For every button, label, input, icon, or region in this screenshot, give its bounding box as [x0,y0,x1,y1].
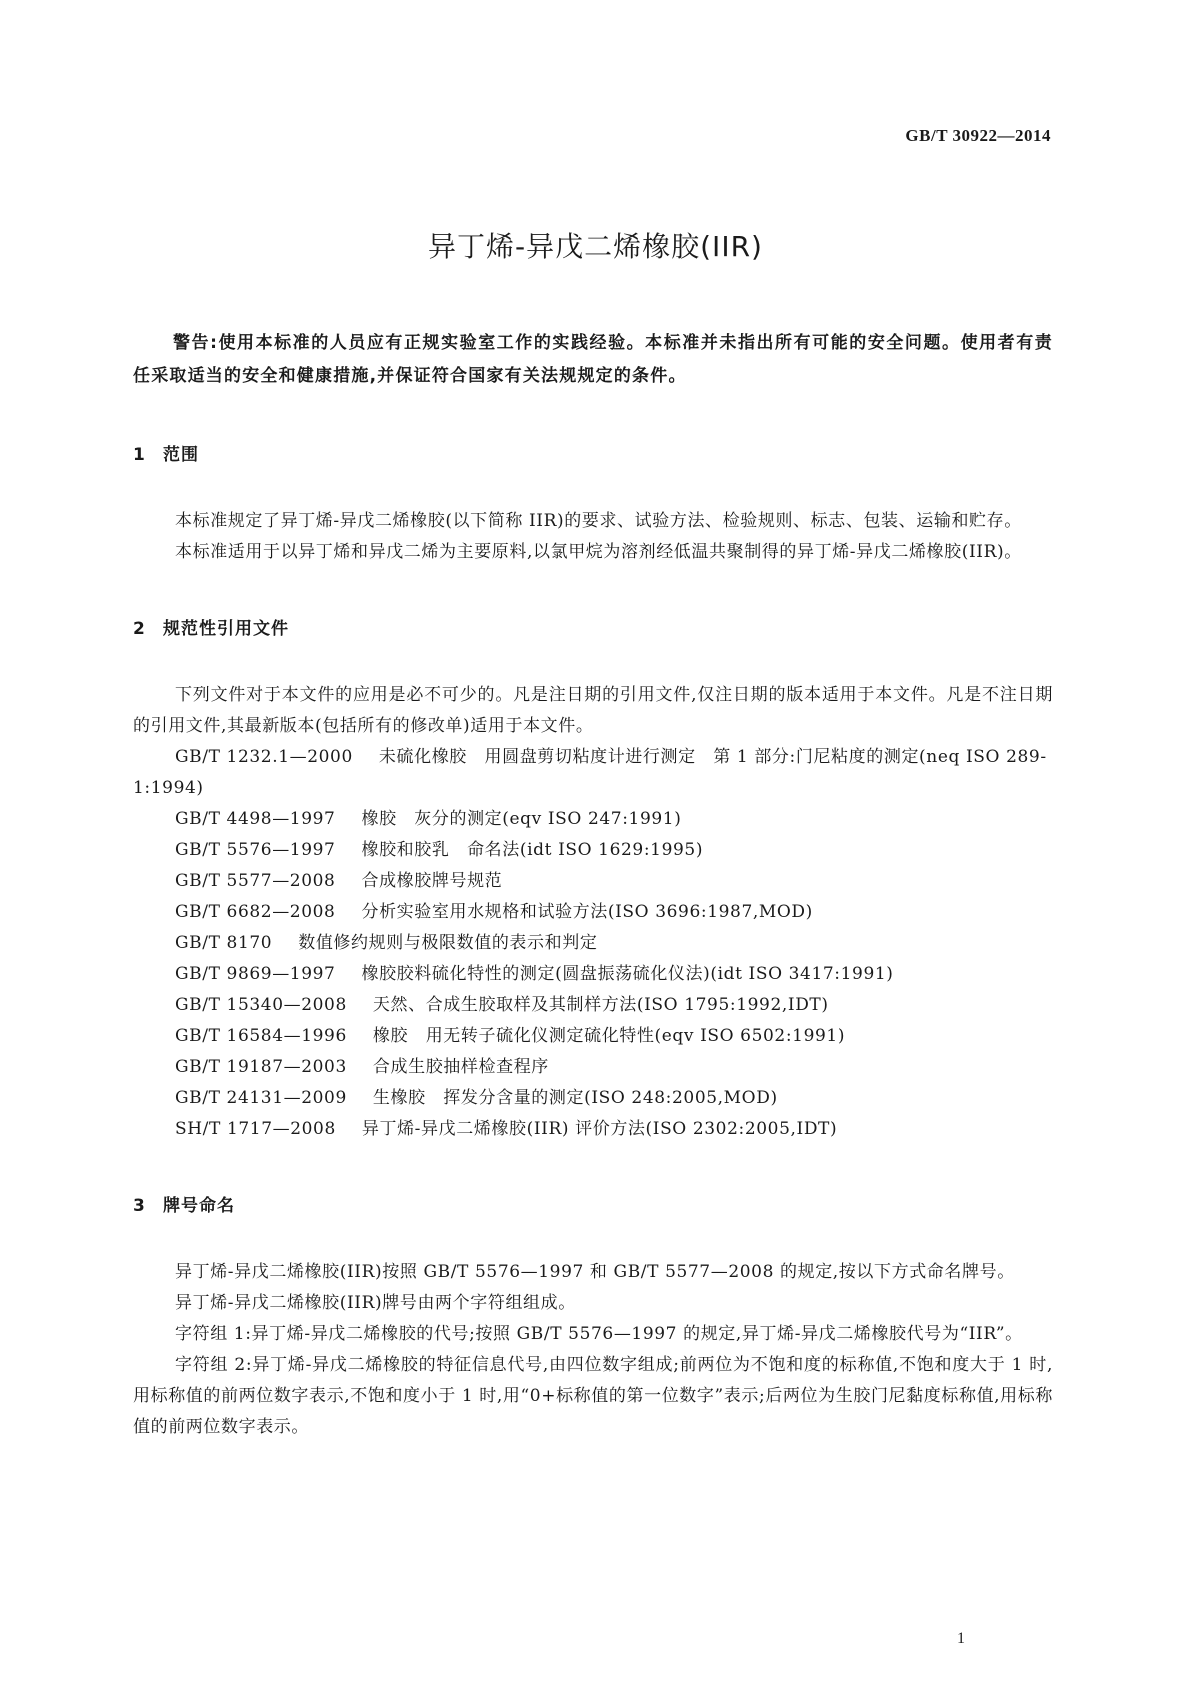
reference-item [133,1052,1053,1083]
paragraph: 本标准规定了异丁烯-异戊二烯橡胶(以下简称 IIR)的要求、试验方法、检验规则、标志、包装、运输和贮存。 [175,511,1022,531]
paragraph: 异丁烯-异戊二烯橡胶(IIR)按照 GB/T 5576—1997 和 GB/T 5577—2008 的规定,按以下方式命名牌号。 [175,1262,1015,1282]
reference-title: 天然、合成生胶取样及其制样方法(ISO 1795:1992,IDT) [372,995,829,1015]
reference-title: 未硫化橡胶 用圆盘剪切粘度计进行测定 第 1 部分:门尼粘度的测定(neq ISO 289-1:1994) [133,747,1047,798]
reference-item [133,1021,1053,1052]
paragraph: 下列文件对于本文件的应用是必不可少的。凡是注日期的引用文件,仅注日期的版本适用于本文件。凡是不注日期的引用文件,其最新版本(包括所有的修改单)适用于本文件。 [133,685,1053,736]
reference-title: 合成橡胶牌号规范 [361,871,503,891]
section-title: 规范性引用文件 [163,619,289,639]
reference-code: GB/T 9869—1997 [175,964,336,984]
paragraph: 异丁烯-异戊二烯橡胶(IIR)牌号由两个字符组组成。 [175,1293,576,1313]
section-number: 3 [133,1196,146,1216]
reference-item [133,1114,1053,1145]
paragraph: 字符组 1:异丁烯-异戊二烯橡胶的代号;按照 GB/T 5576—1997 的规定,异丁烯-异戊二烯橡胶代号为“IIR”。 [175,1324,1023,1344]
reference-item [133,928,1053,959]
reference-title: 分析实验室用水规格和试验方法(ISO 3696:1987,MOD) [361,902,813,922]
reference-item [133,742,1053,804]
section-3-heading [133,1191,1053,1216]
section-1-heading [133,440,1053,465]
reference-title: 橡胶 灰分的测定(eqv ISO 247:1991) [361,809,682,829]
section-2-heading [133,614,1053,639]
paragraph: 字符组 2:异丁烯-异戊二烯橡胶的特征信息代号,由四位数字组成;前两位为不饱和度的标称值,不饱和度大于 1 时,用标称值的前两位数字表示,不饱和度小于 1 时,用“0+标称值的第一位数字”表示;后两位为生胶门尼黏度标称值,用标称值的前两位数字表示。 [133,1355,1053,1437]
section-title: 范围 [163,445,199,465]
reference-code: SH/T 1717—2008 [175,1119,336,1139]
reference-code: GB/T 19187—2003 [175,1057,347,1077]
reference-code: GB/T 6682—2008 [175,902,336,922]
document-body [133,327,1053,1443]
page-number: 1 [957,1630,965,1647]
reference-item [133,897,1053,928]
reference-code: GB/T 5577—2008 [175,871,336,891]
document-title: 异丁烯-异戊二烯橡胶(IIR) [428,230,763,263]
standard-code: GB/T 30922—2014 [905,126,1051,145]
reference-code: GB/T 16584—1996 [175,1026,347,1046]
paragraph: 本标准适用于以异丁烯和异戊二烯为主要原料,以氯甲烷为溶剂经低温共聚制得的异丁烯-异戊二烯橡胶(IIR)。 [175,542,1022,562]
reference-item [133,1083,1053,1114]
reference-title: 生橡胶 挥发分含量的测定(ISO 248:2005,MOD) [372,1088,778,1108]
reference-title: 合成生胶抽样检查程序 [372,1057,549,1077]
reference-title: 数值修约规则与极限数值的表示和判定 [298,933,598,953]
reference-code: GB/T 4498—1997 [175,809,336,829]
reference-code: GB/T 5576—1997 [175,840,336,860]
section-number: 2 [133,619,146,639]
reference-item [133,835,1053,866]
reference-item [133,990,1053,1021]
reference-title: 橡胶 用无转子硫化仪测定硫化特性(eqv ISO 6502:1991) [372,1026,846,1046]
reference-item [133,866,1053,897]
reference-code: GB/T 15340—2008 [175,995,347,1015]
reference-title: 异丁烯-异戊二烯橡胶(IIR) 评价方法(ISO 2302:2005,IDT) [361,1119,838,1139]
reference-item [133,804,1053,835]
section-title: 牌号命名 [163,1196,235,1216]
section-number: 1 [133,445,146,465]
reference-title: 橡胶胶料硫化特性的测定(圆盘振荡硫化仪法)(idt ISO 3417:1991) [361,964,894,984]
reference-code: GB/T 8170 [175,933,273,953]
reference-title: 橡胶和胶乳 命名法(idt ISO 1629:1995) [361,840,704,860]
reference-item [133,959,1053,990]
reference-code: GB/T 1232.1—2000 [175,747,353,767]
warning-notice: 警告:使用本标准的人员应有正规实验室工作的实践经验。本标准并未指出所有可能的安全问题。使用者有责任采取适当的安全和健康措施,并保证符合国家有关法规规定的条件。 [133,333,1053,386]
reference-code: GB/T 24131—2009 [175,1088,347,1108]
